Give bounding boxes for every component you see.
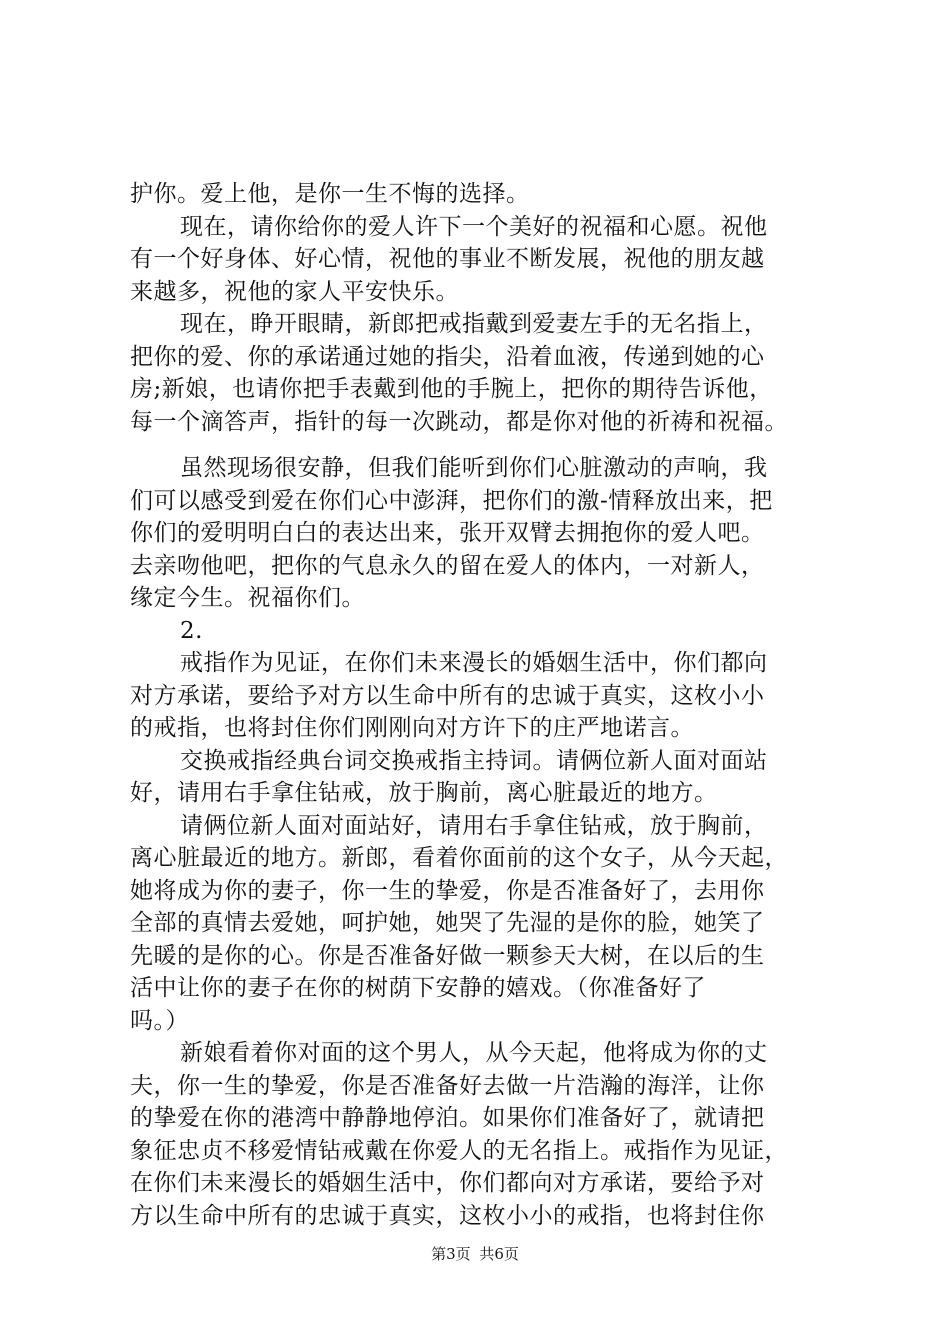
text-line: 们可以感受到爱在你们心中澎湃，把你们的激-情释放出来，把: [130, 487, 773, 514]
text-line: 每一个滴答声，指针的每一次跳动，都是你对他的祈祷和祝福。: [130, 408, 788, 435]
text-line: 好，请用右手拿住钻戒，放于胸前，离心脏最近的地方。: [130, 780, 718, 806]
text-line: 请俩位新人面对面站好，请用右手拿住钻戒，放于胸前，: [180, 812, 768, 839]
text-line: 象征忠贞不移爱情钻戒戴在你爱人的无名指上。戒指作为见证，: [130, 1137, 788, 1164]
text-line: 有一个好身体、好心情，祝他的事业不断发展，祝他的朋友越: [130, 246, 765, 272]
text-line: 对方承诺，要给予对方以生命中所有的忠诚于真实，这枚小小: [130, 682, 765, 709]
text-line: 虽然现场很安静，但我们能听到你们心脏激动的声响，我: [180, 455, 768, 481]
text-line: 全部的真情去爱她，呵护她，她哭了先湿的是你的脸，她笑了: [130, 910, 765, 936]
text-line: 房;新娘，也请你把手表戴到他的手腕上，把你的期待告诉他，: [130, 376, 773, 402]
page-footer: [0, 1244, 950, 1264]
text-line: 在你们未来漫长的婚姻生活中，你们都向对方承诺，要给予对: [130, 1170, 765, 1196]
text-line: 交换戒指经典台词交换戒指主持词。请俩位新人面对面站: [180, 747, 768, 774]
page-number: 第3页: [431, 1245, 471, 1263]
section-number: 2.: [180, 617, 203, 644]
text-line: 戒指作为见证，在你们未来漫长的婚姻生活中，你们都向: [180, 650, 768, 676]
text-line: 现在，请你给你的爱人许下一个美好的祝福和心愿。祝他: [180, 213, 768, 240]
page-total: 共6页: [479, 1245, 519, 1263]
text-line: 活中让你的妻子在你的树荫下安静的嬉戏。（你准备好了: [130, 975, 706, 1001]
text-line: 新娘看着你对面的这个男人，从今天起，他将成为你的丈: [180, 1040, 768, 1066]
text-line: 夫，你一生的挚爱，你是否准备好去做一片浩瀚的海洋，让你: [130, 1072, 765, 1099]
text-line: 你们的爱明明白白的表达出来，张开双臂去拥抱你的爱人吧。: [130, 520, 765, 546]
text-line: 吗。）: [130, 1007, 189, 1034]
text-line: 缘定今生。祝福你们。: [130, 585, 365, 611]
paragraph-block-1: [130, 178, 830, 438]
text-line: 现在，睁开眼睛，新郎把戒指戴到爱妻左手的无名指上，: [180, 311, 768, 337]
text-line: 去亲吻他吧，把你的气息永久的留在爱人的体内，一对新人，: [130, 552, 765, 579]
text-line: 的挚爱在你的港湾中静静地停泊。如果你们准备好了，就请把: [130, 1105, 765, 1131]
text-line: 离心脏最近的地方。新郎，看着你面前的这个女子，从今天起，: [130, 845, 788, 871]
text-line: 把你的爱、你的承诺通过她的指尖，沿着血液，传递到她的心: [130, 343, 765, 370]
text-line: 她将成为你的妻子，你一生的挚爱，你是否准备好了，去用你: [130, 877, 765, 904]
text-line: 的戒指，也将封住你们刚刚向对方许下的庄严地诺言。: [130, 715, 694, 741]
text-line: 方以生命中所有的忠诚于真实，这枚小小的戒指，也将封住你: [130, 1202, 765, 1229]
paragraph-block-2: [130, 452, 830, 1232]
text-line: 护你。爱上他，是你一生不悔的选择。: [130, 181, 530, 207]
text-line: 来越多，祝他的家人平安快乐。: [130, 278, 459, 305]
text-line: 先暖的是你的心。你是否准备好做一颗参天大树，在以后的生: [130, 942, 765, 969]
